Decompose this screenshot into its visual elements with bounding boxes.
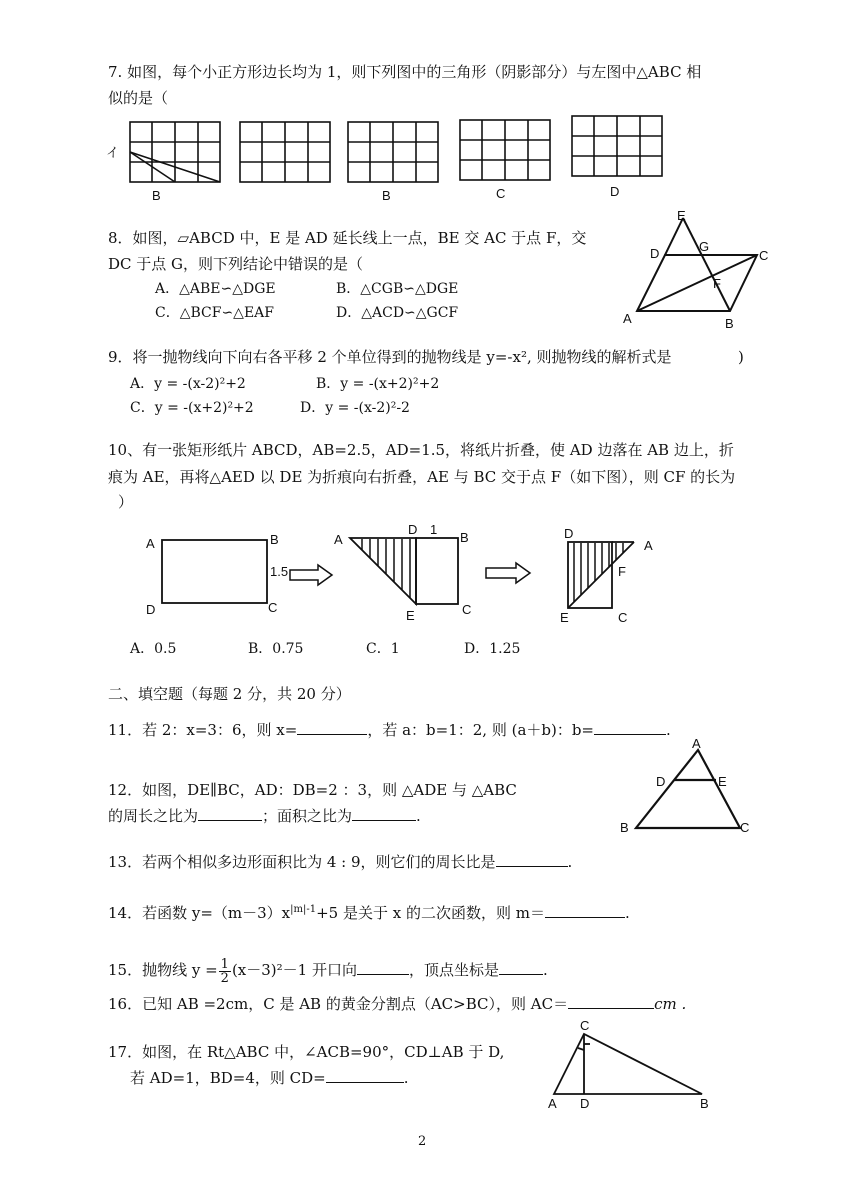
q16-text: 16．已知 AB =2cm，C 是 AB 的黄金分割点（AC>BC），则 AC＝ (108, 995, 569, 1013)
q12-label-c: C (740, 820, 750, 835)
q15-blank-2[interactable] (499, 960, 543, 975)
q12-line1: 12．如图，DE∥BC，AD：DB=2 ：3，则 △ADE 与 △ABC (108, 781, 517, 799)
q12-label-a: A (692, 736, 701, 751)
q17-right-triangle-figure (540, 1014, 720, 1114)
q10-fig2-b: B (460, 530, 469, 545)
q10-fold-step2 (350, 538, 458, 604)
q10-fig3-c: C (618, 610, 628, 625)
q7-label-opt-c: C (496, 186, 506, 201)
q10-rectangle (162, 540, 267, 603)
q10-fig1-side: 1.5 (270, 564, 289, 579)
q10-fig1-c: C (268, 600, 278, 615)
q10-option-a: A．0.5 (130, 641, 177, 657)
q14-rest: +5 是关于 x 的二次函数，则 m＝ (316, 904, 545, 922)
q10-option-d: D．1.25 (464, 641, 521, 657)
q17-line1: 17．如图，在 Rt△ABC 中，∠ACB=90°，CD⊥AB 于 D, (108, 1043, 505, 1061)
q15 (108, 952, 548, 988)
q10-fig2-c: C (462, 602, 472, 617)
q8-label-b: B (725, 316, 734, 331)
q12-end: . (416, 807, 421, 825)
q9-option-b: B．y = -(x+2)²+2 (316, 376, 440, 392)
q8-label-d: D (650, 246, 660, 261)
q7-option-grid-b (240, 122, 330, 182)
q10-fig1-b: B (270, 532, 279, 547)
page-number: 2 (418, 1134, 427, 1149)
q17-blank[interactable] (326, 1068, 404, 1083)
q11-blank-1[interactable] (297, 720, 367, 735)
q10-fig3-a: A (644, 538, 653, 553)
q10-line1: 10、有一张矩形纸片 ABCD，AB=2.5，AD=1.5，将纸片折叠，使 AD 边落在 AB 边上，折 (108, 441, 734, 459)
q12-blank-2[interactable] (352, 806, 416, 821)
q8-label-c: C (759, 248, 769, 263)
q7-figure (100, 112, 700, 204)
q8-label-f: F (713, 276, 721, 291)
q7-option-grid-c (460, 120, 550, 180)
q8-option-c: C．△BCF∽△EAF (155, 305, 274, 321)
q10-fig1-a: A (146, 536, 155, 551)
q13-blank[interactable] (496, 852, 568, 867)
q15-fraction (219, 958, 231, 985)
q11-end: . (666, 721, 671, 739)
q14-blank[interactable] (545, 903, 625, 918)
q7-reference-grid (130, 122, 220, 182)
q10-option-b: B．0.75 (248, 641, 304, 657)
q10-fold-figures (140, 520, 680, 632)
q11-part2: ，若 a：b=1：2, 则 (a＋b)：b= (367, 721, 595, 739)
q16-unit: cm . (654, 995, 687, 1013)
q15-mid: ，顶点坐标是 (409, 961, 500, 979)
q8-line2: DC 于点 G，则下列结论中错误的是（ (108, 255, 364, 273)
q8-line1: 8．如图，▱ABCD 中，E 是 AD 延长线上一点，BE 交 AC 于点 F，交 (108, 229, 587, 247)
q12-label-e: E (718, 774, 727, 789)
section-heading: 二、填空题（每题 2 分，共 20 分） (108, 685, 351, 703)
q12-line2a: 的周长之比为 (108, 807, 199, 825)
q15-frac-numerator: 1 (220, 956, 229, 972)
q10-line2: 痕为 AE，再将△AED 以 DE 为折痕向右折叠，AE 与 BC 交于点 F（如下图），则 CF 的长为 (108, 468, 736, 486)
q7-option-grid-d (572, 116, 662, 176)
q11-blank-2[interactable] (594, 720, 666, 735)
q12-line2 (108, 806, 421, 826)
q14 (108, 900, 630, 923)
q14-text: 14．若函数 y=（m－3）x (108, 904, 291, 922)
q14-exponent: |m|-1 (290, 904, 317, 915)
q11 (108, 720, 671, 740)
q11-part1: 11．若 2：x=3：6，则 x= (108, 721, 298, 739)
q10-fold-step3-hatch (574, 543, 623, 602)
q7-label-opt-d: D (610, 184, 620, 199)
q10-arrow-1 (290, 565, 332, 585)
q10-fig2-a: A (334, 532, 343, 547)
q12-blank-1[interactable] (198, 806, 262, 821)
q17-label-d: D (580, 1096, 590, 1111)
q10-fig2-one: 1 (430, 522, 438, 537)
q12-label-b: B (620, 820, 629, 835)
q9-option-c: C．y = -(x+2)²+2 (130, 400, 254, 416)
q8-option-a: A．△ABE∽△DGE (155, 281, 276, 297)
q17-line2 (130, 1068, 409, 1088)
q17-label-a: A (548, 1096, 557, 1111)
q17-label-b: B (700, 1096, 709, 1111)
q12-label-d: D (656, 774, 666, 789)
q7-label-opt-b: B (382, 188, 391, 203)
q14-end: . (624, 904, 630, 922)
q9-paren: ) (738, 348, 744, 366)
q7-option-grid-b2 (348, 122, 438, 182)
q8-label-a: A (623, 311, 632, 326)
q15-post: (x－3)²－1 开口向 (231, 961, 357, 979)
q13-end: . (567, 853, 573, 871)
q7-label-b: B (152, 188, 161, 203)
q10-fig3-e: E (560, 610, 569, 625)
q13-text: 13．若两个相似多边形面积比为 4 : 9，则它们的周长比是 (108, 853, 496, 871)
q10-fig2-e: E (406, 608, 415, 623)
q17-end: . (403, 1069, 409, 1087)
q15-pre: 15．抛物线 y = (108, 961, 218, 979)
q8-parallelogram-figure (615, 208, 775, 333)
q10-fig1-d: D (146, 602, 156, 617)
q10-line3: ） (118, 493, 134, 511)
q10-fig3-f: F (618, 564, 626, 579)
q8-label-g: G (699, 239, 710, 254)
q10-fold-step2-hatch (362, 539, 410, 598)
q7-label-a: イ (106, 145, 120, 160)
q9-option-d: D．y = -(x-2)²-2 (300, 400, 410, 416)
q16-blank[interactable] (568, 994, 654, 1009)
q17-label-c: C (580, 1018, 590, 1033)
q10-option-c: C．1 (366, 641, 400, 657)
q15-blank-1[interactable] (357, 960, 409, 975)
q12-line2b: ；面积之比为 (262, 807, 353, 825)
q12-triangle-figure (620, 738, 760, 838)
q8-option-b: B．△CGB∽△DGE (336, 281, 459, 297)
q9-line1: 9．将一抛物线向下向右各平移 2 个单位得到的抛物线是 y=-x², 则抛物线的解析式是 (108, 348, 672, 366)
q15-frac-denominator: 2 (220, 970, 229, 986)
q16 (108, 994, 686, 1014)
q17-line2-text: 若 AD=1，BD=4，则 CD= (130, 1069, 326, 1087)
q10-fig2-d: D (408, 522, 418, 537)
q8-label-e: E (677, 208, 686, 223)
q10-arrow-2 (486, 563, 530, 583)
q13 (108, 852, 572, 872)
q10-fig3-d: D (564, 526, 574, 541)
q15-end: . (543, 961, 548, 979)
q9-option-a: A．y = -(x-2)²+2 (130, 376, 246, 392)
q7-line1: 7. 如图，每个小正方形边长均为 1，则下列图中的三角形（阴影部分）与左图中△ABC 相 (108, 63, 702, 81)
q8-option-d: D．△ACD∽△GCF (336, 305, 459, 321)
q7-line2: 似的是（ (108, 89, 169, 107)
